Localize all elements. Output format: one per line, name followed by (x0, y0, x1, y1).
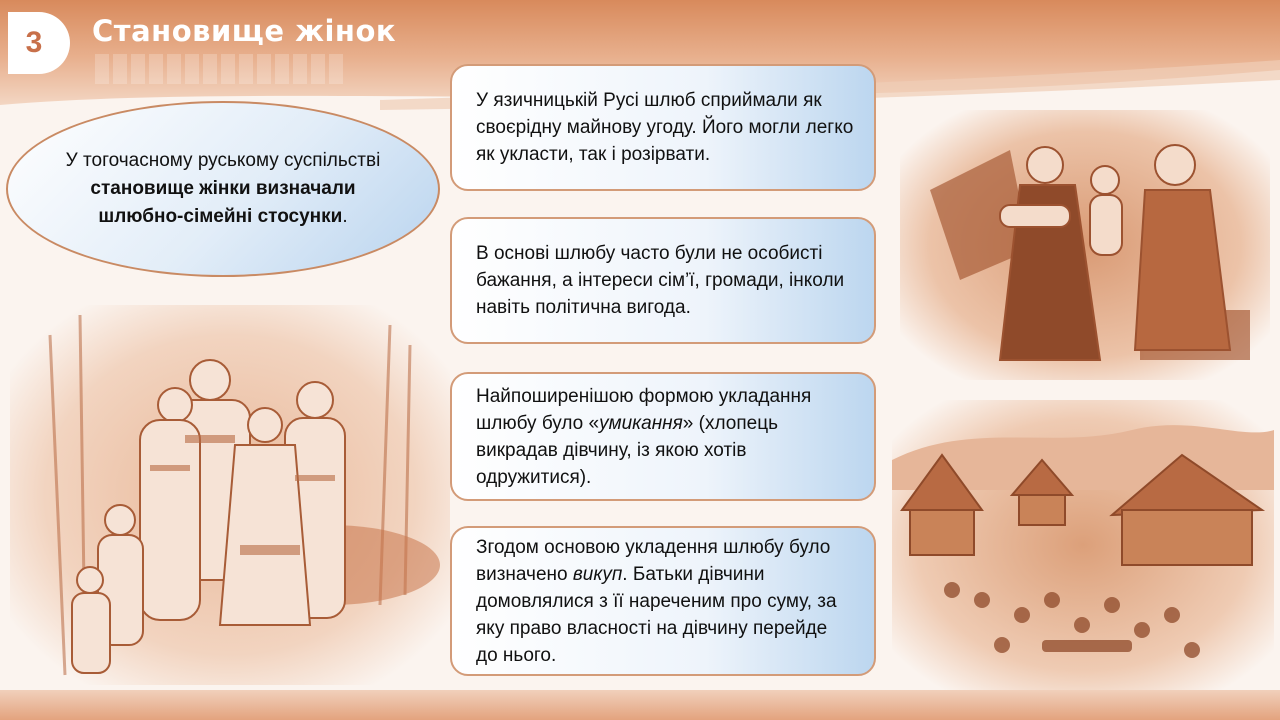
intro-text-bold: становище жінки визначали шлюбно-сімейні стосунки (90, 178, 356, 227)
fact-text-3-start: Найпоширенішою формою укладання шлюбу було « (476, 385, 812, 434)
intro-text (63, 147, 383, 231)
fact-text-4 (476, 534, 854, 669)
fact-term-vykup: викуп (572, 563, 623, 585)
fact-box-3 (450, 372, 876, 501)
village-svg (892, 400, 1274, 690)
fact-text-1: У язичницькій Русі шлюб сприймали як своєрідну майнову угоду. Його могли легко як укласти, так і розірвати. (476, 90, 854, 165)
fact-box-4 (450, 526, 876, 676)
fact-box-1 (450, 64, 876, 191)
header-decor-stripes (95, 54, 345, 84)
slide-number-badge (8, 12, 70, 74)
fact-text-3 (476, 383, 854, 491)
home-scene-svg (900, 110, 1270, 380)
family-illustration-svg (10, 305, 450, 685)
fact-box-2 (450, 217, 876, 344)
slide-number: 3 (25, 26, 43, 59)
intro-oval (6, 101, 440, 277)
fact-text-4-end: . Батьки дівчини домовлялися з її нареченим про суму, за яку право власності на дівчину перейде до нього. (476, 563, 837, 666)
intro-text-end: . (342, 206, 348, 227)
fact-text-3-end: » (хлопець викрадав дівчину, із якою хотів одружитися). (476, 412, 778, 488)
home-scene-illustration (900, 110, 1270, 380)
fact-text-4-start: Згодом основою укладення шлюбу було визначено (476, 536, 831, 585)
intro-text-start: У тогочасному руському суспільстві (65, 150, 381, 171)
fact-text-2: В основі шлюбу часто були не особисті бажання, а інтереси сім’ї, громади, інколи навіть політична вигода. (476, 243, 845, 318)
fact-term-umykannia: умикання (599, 412, 683, 434)
page-title: Становище жінок (92, 14, 397, 48)
footer-band (0, 690, 1280, 720)
village-illustration (892, 400, 1274, 690)
family-illustration (10, 305, 450, 685)
